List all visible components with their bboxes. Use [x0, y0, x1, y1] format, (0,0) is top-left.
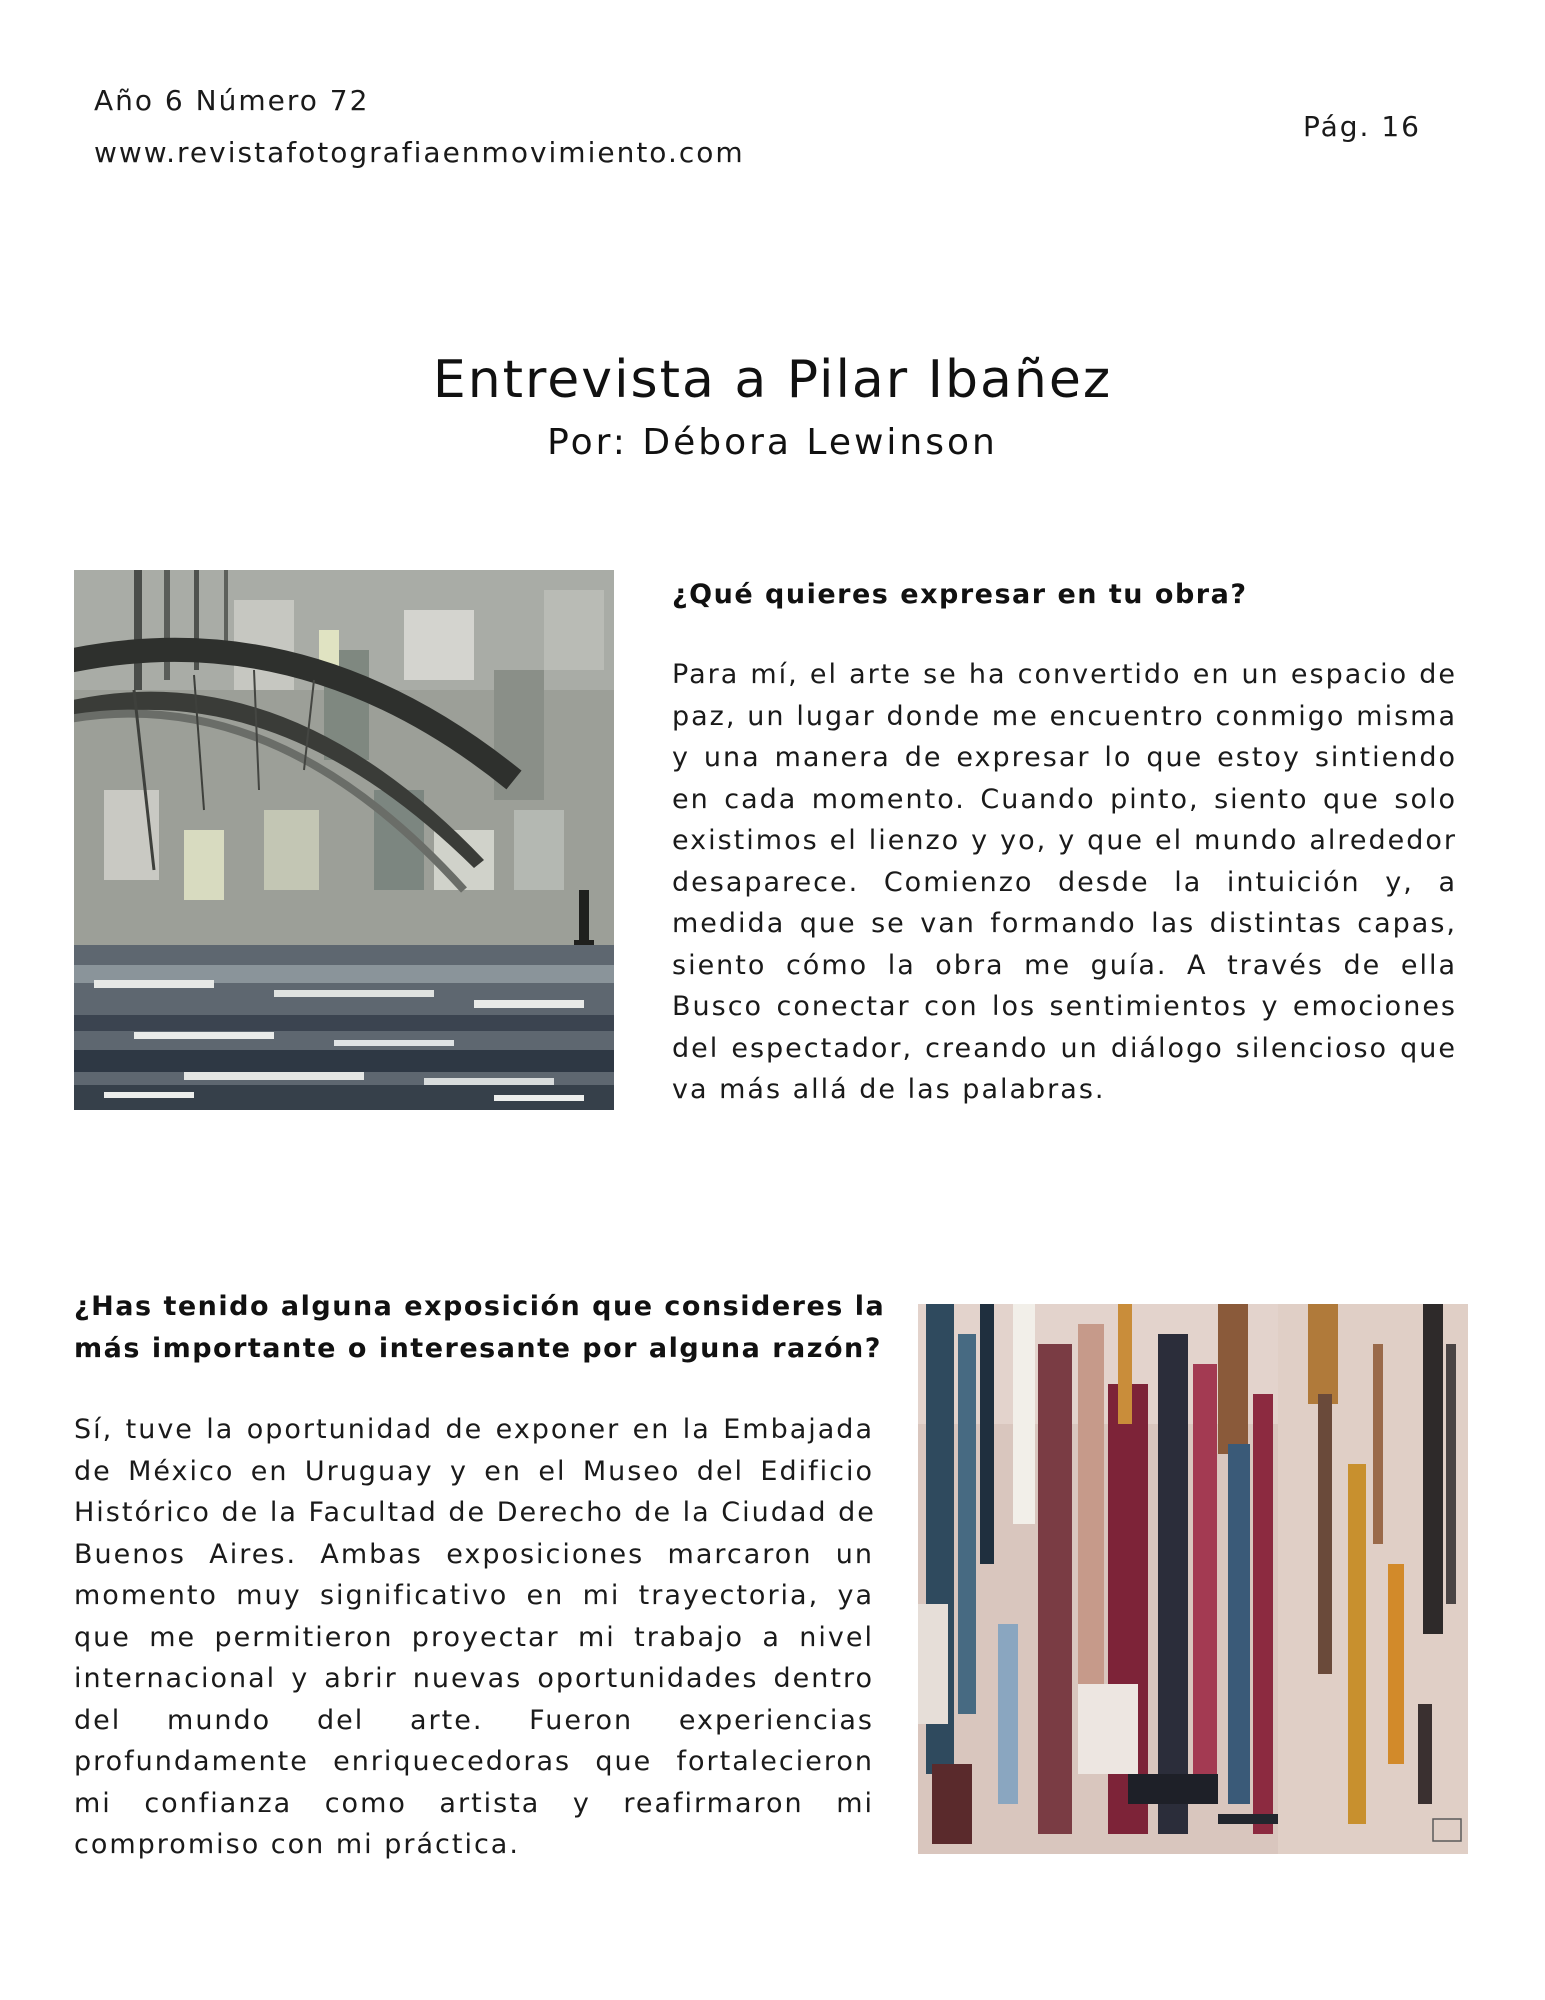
- question-2: [74, 1286, 886, 1370]
- answer-1-line: en cada momento. Cuando pinto, siento que solo: [672, 783, 1457, 815]
- website-url[interactable]: www.revistafotografiaenmovimiento.com: [94, 136, 745, 169]
- answer-1-line: siento cómo la obra me guía. A través de ella: [672, 949, 1457, 981]
- answer-1: [672, 654, 1457, 1111]
- issue-number: Año 6 Número 72: [94, 84, 370, 117]
- article-byline: Por: Débora Lewinson: [547, 422, 998, 463]
- answer-1-line: Para mí, el arte se ha convertido en un espacio de: [672, 659, 1457, 690]
- answer-1-line: medida que se van formando las distintas capas,: [672, 908, 1457, 939]
- answer-2-line: Buenos Aires. Ambas exposiciones marcaron un: [74, 1538, 874, 1570]
- answer-2-line: Histórico de la Facultad de Derecho de la Ciudad de: [74, 1497, 876, 1528]
- answer-1-line: desaparece. Comienzo desde la intuición y, a: [672, 866, 1457, 898]
- answer-2-line: del mundo del arte. Fueron experiencias: [74, 1704, 874, 1736]
- answer-2-line: internacional y abrir nuevas oportunidades dentro: [74, 1663, 874, 1694]
- answer-2-line: de México en Uruguay y en el Museo del Edificio: [74, 1455, 874, 1487]
- question-2-line: ¿Has tenido alguna exposición que consideres la: [74, 1291, 886, 1322]
- answer-1-line: existimos el lienzo y yo, y que el mundo alrededor: [672, 825, 1457, 856]
- answer-2-line: mi confianza como artista y reafirmaron mi: [74, 1787, 874, 1819]
- abstract-painting-image: [918, 1304, 1468, 1854]
- answer-2-line: momento muy significativo en mi trayectoria, ya: [74, 1580, 874, 1611]
- question-1: ¿Qué quieres expresar en tu obra?: [672, 579, 1248, 610]
- answer-2-line: profundamente enriquecedoras que fortalecieron: [74, 1746, 874, 1777]
- answer-2: [74, 1409, 874, 1866]
- answer-2-line: compromiso con mi práctica.: [74, 1829, 520, 1860]
- answer-2-line: que me permitieron proyectar mi trabajo a nivel: [74, 1621, 874, 1653]
- page-number: Pág. 16: [1303, 110, 1421, 143]
- answer-1-line: va más allá de las palabras.: [672, 1074, 1106, 1105]
- answer-1-line: Busco conectar con los sentimientos y emociones: [672, 991, 1457, 1022]
- answer-1-line: paz, un lugar donde me encuentro conmigo misma: [672, 700, 1457, 732]
- question-2-line: más importante o interesante por alguna razón?: [74, 1333, 882, 1364]
- answer-1-line: y una manera de expresar lo que estoy sintiendo: [672, 742, 1457, 773]
- bridge-painting-image: [74, 570, 614, 1110]
- answer-2-line: Sí, tuve la oportunidad de exponer en la Embajada: [74, 1414, 874, 1445]
- article-title: Entrevista a Pilar Ibañez: [432, 350, 1113, 410]
- answer-1-line: del espectador, creando un diálogo silencioso que: [672, 1032, 1457, 1064]
